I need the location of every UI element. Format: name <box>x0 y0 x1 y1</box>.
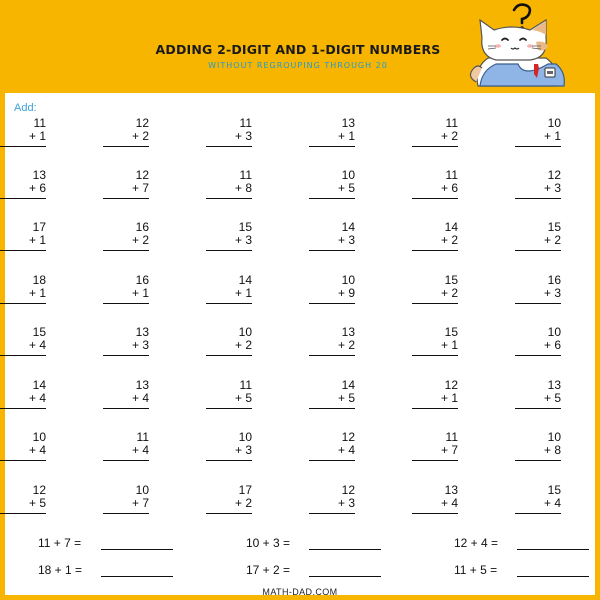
problem-8-4 <box>309 484 355 514</box>
problem-addend: + 2 <box>131 129 149 143</box>
problem-7-1 <box>0 431 46 461</box>
answer-blank[interactable] <box>517 549 589 550</box>
problem-addend: + 4 <box>543 496 561 510</box>
problem-top-number: 16 <box>135 220 149 234</box>
problem-7-6 <box>515 431 561 461</box>
sum-line <box>103 198 149 199</box>
sum-line <box>309 303 355 304</box>
problem-3-1 <box>0 221 46 251</box>
problem-addend: + 4 <box>337 443 355 457</box>
problem-addend: + 2 <box>440 129 458 143</box>
sum-line <box>515 460 561 461</box>
problem-7-3 <box>206 431 252 461</box>
problem-4-6 <box>515 274 561 304</box>
problem-top-number: 10 <box>341 273 355 287</box>
sum-line <box>515 408 561 409</box>
problem-3-2 <box>103 221 149 251</box>
problem-4-4 <box>309 274 355 304</box>
sum-line <box>412 513 458 514</box>
equation-1-3 <box>454 536 498 550</box>
sum-line <box>206 513 252 514</box>
problem-top-number: 16 <box>135 273 149 287</box>
answer-blank[interactable] <box>101 576 173 577</box>
problem-2-3 <box>206 169 252 199</box>
problem-8-6 <box>515 484 561 514</box>
problem-addend: + 3 <box>234 443 252 457</box>
problem-2-2 <box>103 169 149 199</box>
sum-line <box>0 198 46 199</box>
problem-7-2 <box>103 431 149 461</box>
problem-addend: + 1 <box>337 129 355 143</box>
problem-top-number: 12 <box>135 168 149 182</box>
problem-addend: + 1 <box>440 391 458 405</box>
problem-top-number: 11 <box>445 168 458 182</box>
sum-line <box>103 408 149 409</box>
sum-line <box>0 408 46 409</box>
problem-2-6 <box>515 169 561 199</box>
cat-mascot-icon <box>468 2 588 94</box>
page-subtitle: WITHOUT REGROUPING THROUGH 20 <box>208 61 388 70</box>
problem-1-2 <box>103 117 149 147</box>
answer-blank[interactable] <box>309 576 381 577</box>
problem-top-number: 13 <box>135 378 149 392</box>
problem-top-number: 10 <box>135 483 149 497</box>
sum-line <box>412 198 458 199</box>
sum-line <box>0 250 46 251</box>
problem-top-number: 18 <box>32 273 46 287</box>
problem-1-6 <box>515 117 561 147</box>
problem-6-5 <box>412 379 458 409</box>
sum-line <box>412 250 458 251</box>
sum-line <box>412 460 458 461</box>
sum-line <box>103 355 149 356</box>
problem-addend: + 1 <box>28 286 46 300</box>
problem-addend: + 5 <box>337 391 355 405</box>
sum-line <box>103 146 149 147</box>
problem-top-number: 15 <box>547 220 561 234</box>
equation-expression: 11 + 5 = <box>454 563 498 577</box>
sum-line <box>206 250 252 251</box>
problem-addend: + 1 <box>543 129 561 143</box>
answer-blank[interactable] <box>309 549 381 550</box>
problem-top-number: 13 <box>444 483 458 497</box>
problem-addend: + 1 <box>234 286 252 300</box>
problem-addend: + 2 <box>234 496 252 510</box>
problem-3-6 <box>515 221 561 251</box>
problem-addend: + 4 <box>440 496 458 510</box>
problem-addend: + 5 <box>543 391 561 405</box>
problem-3-5 <box>412 221 458 251</box>
problem-4-1 <box>0 274 46 304</box>
problem-4-2 <box>103 274 149 304</box>
problem-addend: + 4 <box>28 391 46 405</box>
problem-top-number: 13 <box>341 116 355 130</box>
problem-top-number: 10 <box>238 325 252 339</box>
problem-6-2 <box>103 379 149 409</box>
problem-5-5 <box>412 326 458 356</box>
problem-6-4 <box>309 379 355 409</box>
problem-6-6 <box>515 379 561 409</box>
problem-addend: + 5 <box>28 496 46 510</box>
equation-expression: 17 + 2 = <box>246 563 291 577</box>
problem-top-number: 14 <box>444 220 458 234</box>
problem-addend: + 2 <box>440 233 458 247</box>
problem-addend: + 1 <box>131 286 149 300</box>
sum-line <box>0 460 46 461</box>
problem-3-4 <box>309 221 355 251</box>
sum-line <box>206 408 252 409</box>
problem-addend: + 8 <box>543 443 561 457</box>
problem-5-4 <box>309 326 355 356</box>
problem-top-number: 10 <box>547 116 561 130</box>
problem-top-number: 12 <box>32 483 46 497</box>
problem-top-number: 12 <box>135 116 149 130</box>
problem-top-number: 11 <box>445 116 458 130</box>
problem-addend: + 2 <box>131 233 149 247</box>
sum-line <box>515 513 561 514</box>
page-title: ADDING 2-DIGIT AND 1-DIGIT NUMBERS <box>155 42 441 57</box>
problem-top-number: 10 <box>238 430 252 444</box>
sum-line <box>412 408 458 409</box>
problem-3-3 <box>206 221 252 251</box>
equation-2-3 <box>454 563 497 577</box>
problem-7-5 <box>412 431 458 461</box>
problem-8-1 <box>0 484 46 514</box>
sum-line <box>206 460 252 461</box>
problem-top-number: 12 <box>341 430 355 444</box>
problem-6-3 <box>206 379 252 409</box>
problem-addend: + 7 <box>131 496 149 510</box>
problem-1-3 <box>206 117 252 147</box>
problem-addend: + 3 <box>543 286 561 300</box>
answer-blank[interactable] <box>101 549 173 550</box>
problem-top-number: 15 <box>238 220 252 234</box>
sum-line <box>515 303 561 304</box>
problem-top-number: 11 <box>239 168 252 182</box>
problem-top-number: 15 <box>444 273 458 287</box>
problem-addend: + 2 <box>543 233 561 247</box>
problem-top-number: 13 <box>341 325 355 339</box>
problem-5-6 <box>515 326 561 356</box>
problem-top-number: 14 <box>341 378 355 392</box>
sum-line <box>309 198 355 199</box>
problem-2-1 <box>0 169 46 199</box>
sum-line <box>309 146 355 147</box>
problem-1-1 <box>0 117 46 147</box>
problem-top-number: 11 <box>33 116 46 130</box>
problem-top-number: 14 <box>238 273 252 287</box>
sum-line <box>309 355 355 356</box>
worksheet-area <box>5 93 595 595</box>
problem-5-1 <box>0 326 46 356</box>
problem-top-number: 11 <box>445 430 458 444</box>
sum-line <box>309 408 355 409</box>
problem-addend: + 3 <box>337 233 355 247</box>
problem-addend: + 4 <box>28 338 46 352</box>
equation-2-2 <box>246 563 290 577</box>
equation-expression: 18 + 1 = <box>38 563 83 577</box>
problem-addend: + 3 <box>543 181 561 195</box>
sum-line <box>309 460 355 461</box>
equation-1-2 <box>246 536 290 550</box>
answer-blank[interactable] <box>517 576 589 577</box>
problem-8-2 <box>103 484 149 514</box>
problem-addend: + 4 <box>131 391 149 405</box>
sum-line <box>206 303 252 304</box>
sum-line <box>206 198 252 199</box>
sum-line <box>103 460 149 461</box>
problem-top-number: 12 <box>341 483 355 497</box>
sum-line <box>103 303 149 304</box>
problem-addend: + 7 <box>440 443 458 457</box>
problem-addend: + 1 <box>28 129 46 143</box>
problem-addend: + 3 <box>131 338 149 352</box>
problem-1-4 <box>309 117 355 147</box>
problem-addend: + 9 <box>337 286 355 300</box>
problem-top-number: 11 <box>239 116 252 130</box>
instruction-label: Add: <box>14 102 37 114</box>
problem-top-number: 12 <box>444 378 458 392</box>
problem-4-3 <box>206 274 252 304</box>
sum-line <box>206 146 252 147</box>
sum-line <box>412 355 458 356</box>
problem-top-number: 14 <box>341 220 355 234</box>
sum-line <box>515 146 561 147</box>
sum-line <box>103 513 149 514</box>
problem-addend: + 3 <box>337 496 355 510</box>
sum-line <box>0 303 46 304</box>
problem-top-number: 11 <box>136 430 149 444</box>
sum-line <box>309 513 355 514</box>
problem-top-number: 14 <box>32 378 46 392</box>
equation-expression: 12 + 4 = <box>454 536 499 550</box>
equation-expression: 11 + 7 = <box>38 536 82 550</box>
sum-line <box>515 198 561 199</box>
problem-addend: + 8 <box>234 181 252 195</box>
problem-1-5 <box>412 117 458 147</box>
equation-1-1 <box>38 536 81 550</box>
sum-line <box>0 513 46 514</box>
problem-addend: + 6 <box>543 338 561 352</box>
problem-6-1 <box>0 379 46 409</box>
problem-top-number: 13 <box>135 325 149 339</box>
problem-top-number: 15 <box>32 325 46 339</box>
sum-line <box>515 355 561 356</box>
problem-5-3 <box>206 326 252 356</box>
problem-2-4 <box>309 169 355 199</box>
problem-top-number: 15 <box>444 325 458 339</box>
problem-top-number: 10 <box>32 430 46 444</box>
problem-top-number: 10 <box>547 430 561 444</box>
problem-addend: + 2 <box>234 338 252 352</box>
problem-addend: + 5 <box>234 391 252 405</box>
footer-site: MATH-DAD.COM <box>262 587 338 597</box>
problem-8-5 <box>412 484 458 514</box>
problem-top-number: 11 <box>239 378 252 392</box>
problem-addend: + 2 <box>440 286 458 300</box>
problem-top-number: 12 <box>547 168 561 182</box>
problem-addend: + 7 <box>131 181 149 195</box>
problem-addend: + 6 <box>28 181 46 195</box>
problem-5-2 <box>103 326 149 356</box>
problem-2-5 <box>412 169 458 199</box>
sum-line <box>309 250 355 251</box>
problem-addend: + 3 <box>234 233 252 247</box>
problem-addend: + 5 <box>337 181 355 195</box>
problem-top-number: 10 <box>547 325 561 339</box>
problem-top-number: 16 <box>547 273 561 287</box>
problem-addend: + 4 <box>28 443 46 457</box>
equation-expression: 10 + 3 = <box>246 536 291 550</box>
sum-line <box>206 355 252 356</box>
problem-7-4 <box>309 431 355 461</box>
problem-addend: + 3 <box>234 129 252 143</box>
sum-line <box>0 146 46 147</box>
equation-2-1 <box>38 563 82 577</box>
problem-addend: + 1 <box>440 338 458 352</box>
problem-4-5 <box>412 274 458 304</box>
problem-top-number: 13 <box>547 378 561 392</box>
problem-top-number: 17 <box>238 483 252 497</box>
problem-addend: + 2 <box>337 338 355 352</box>
sum-line <box>412 303 458 304</box>
sum-line <box>103 250 149 251</box>
problem-addend: + 6 <box>440 181 458 195</box>
problem-top-number: 13 <box>32 168 46 182</box>
sum-line <box>515 250 561 251</box>
problem-8-3 <box>206 484 252 514</box>
problem-addend: + 4 <box>131 443 149 457</box>
problem-addend: + 1 <box>28 233 46 247</box>
problem-top-number: 17 <box>32 220 46 234</box>
problem-top-number: 15 <box>547 483 561 497</box>
sum-line <box>0 355 46 356</box>
sum-line <box>412 146 458 147</box>
problem-top-number: 10 <box>341 168 355 182</box>
